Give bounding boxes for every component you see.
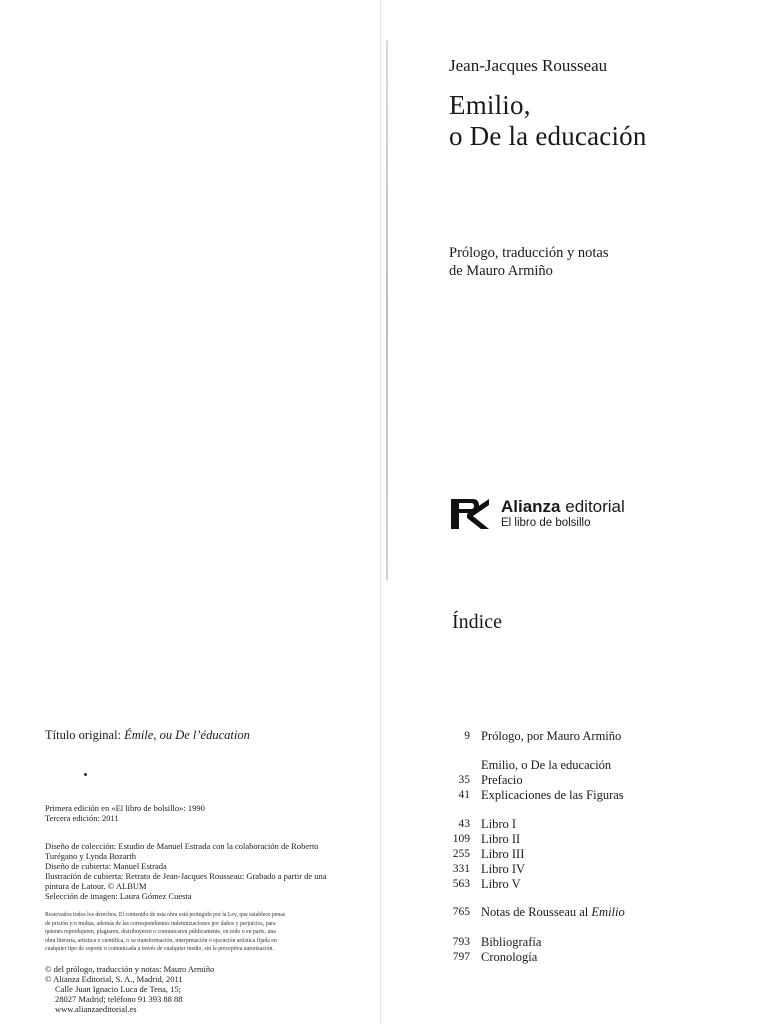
rights-line: obra literaria, artística o científica, o su transformación, interpretación o ejecución artística fijada en <box>45 937 277 944</box>
toc-entry <box>430 729 760 745</box>
original-title-value: Émile, ou De l’éducation <box>124 728 250 742</box>
rights-notice <box>45 911 343 954</box>
alianza-logo-icon <box>449 497 491 531</box>
copyright-line: © Alianza Editorial, S. A., Madrid, 2011 <box>45 974 183 984</box>
print-speck <box>84 773 87 776</box>
toc-title <box>481 905 625 920</box>
original-title <box>45 728 250 743</box>
toc-page: 43 <box>458 818 470 830</box>
publisher-name-bold: Alianza <box>501 497 561 516</box>
book-title-line1: Emilio, <box>449 90 531 120</box>
rights-line: quienes reprodujeren, plagiaren, distribuyeren o comunicaren públicamente, en todo o en parte, una <box>45 929 276 936</box>
toc-entry <box>430 788 760 804</box>
publisher-name <box>501 497 625 517</box>
author-name: Jean-Jacques Rousseau <box>449 56 608 75</box>
toc-page: 563 <box>452 878 470 890</box>
toc-title: Libro IV <box>481 862 526 876</box>
address-line: 28027 Madrid; teléfono 91 393 88 88 <box>55 994 183 1004</box>
toc-page: 41 <box>458 789 470 801</box>
original-title-label: Título original: <box>45 728 125 742</box>
copyright-block <box>45 964 345 1014</box>
edition-line: Tercera edición: 2011 <box>45 813 119 823</box>
toc-title: Libro V <box>481 877 521 891</box>
toc-title: Prólogo, por Mauro Armiño <box>481 729 622 743</box>
rights-line: cualquier tipo de soporte o comunicada a través de cualquier medio, sin la preceptiva autorización. <box>45 946 274 953</box>
rights-line: de prisión y/o multas, además de las correspondientes indemnizaciones por daños y perjuicios, para <box>45 920 276 927</box>
toc-title: Bibliografía <box>481 935 542 949</box>
toc-entry <box>430 877 760 893</box>
toc-entry <box>430 935 760 951</box>
design-line: pintura de Latour. © ALBUM <box>45 881 147 891</box>
design-line: Diseño de cubierta: Manuel Estrada <box>45 861 167 871</box>
toc-entry <box>430 758 760 774</box>
toc-title: Emilio, o De la educación <box>481 758 612 772</box>
publisher-name-rest: editorial <box>560 497 625 516</box>
website-text: www.alianzaeditorial.es <box>55 1004 137 1014</box>
toc-page: 109 <box>452 833 470 845</box>
book-title-line2: o De la educación <box>449 121 647 151</box>
toc-title: Libro I <box>481 817 517 831</box>
copyright-line: © del prólogo, traducción y notas: Mauro Armiño <box>45 964 215 974</box>
address-line: Calle Juan Ignacio Luca de Tena, 15; <box>55 984 181 994</box>
toc-title-italic: Emilio <box>591 905 625 919</box>
toc-title: Libro III <box>481 847 525 861</box>
toc-entry <box>430 817 760 833</box>
toc-title: Explicaciones de las Figuras <box>481 788 624 802</box>
design-line: Turégano y Lynda Bozarth <box>45 851 137 861</box>
spine-crease <box>386 40 388 580</box>
toc-title-text: Notas de Rousseau al <box>481 905 592 919</box>
index-heading: Índice <box>452 611 502 633</box>
toc-page: 9 <box>464 730 470 742</box>
toc-page: 793 <box>452 936 470 948</box>
prologue-credit-line1: Prólogo, traducción y notas <box>449 245 609 261</box>
toc-entry <box>430 950 760 966</box>
toc-page: 765 <box>452 906 470 918</box>
edition-line: Primera edición en «El libro de bolsillo»: 1990 <box>45 803 205 813</box>
toc-page: 35 <box>458 774 470 786</box>
toc-page: 255 <box>452 848 470 860</box>
page-fold-shadow <box>380 0 381 1024</box>
design-line: Ilustración de cubierta: Retrato de Jean-Jacques Rousseau: Grabado a partir de una <box>45 871 327 881</box>
toc-entry <box>430 832 760 848</box>
toc-title: Libro II <box>481 832 521 846</box>
design-line: Diseño de colección: Estudio de Manuel Estrada con la colaboración de Roberto <box>45 841 319 851</box>
edition-info <box>45 803 345 823</box>
design-line: Selección de imagen: Laura Gómez Cuesta <box>45 891 192 901</box>
toc-page: 331 <box>452 863 470 875</box>
toc-title: Cronología <box>481 950 538 964</box>
toc-page: 797 <box>452 951 470 963</box>
toc-entry <box>430 905 760 921</box>
design-credits <box>45 841 345 901</box>
toc-entry <box>430 773 760 789</box>
publisher-collection: El libro de bolsillo <box>501 517 591 529</box>
rights-line: Reservados todos los derechos. El contenido de esta obra está protegido por la Ley, que establece penas <box>45 912 286 918</box>
toc-entry <box>430 862 760 878</box>
toc-entry <box>430 847 760 863</box>
toc-title: Prefacio <box>481 773 523 787</box>
prologue-credit-line2: de Mauro Armiño <box>449 263 553 279</box>
